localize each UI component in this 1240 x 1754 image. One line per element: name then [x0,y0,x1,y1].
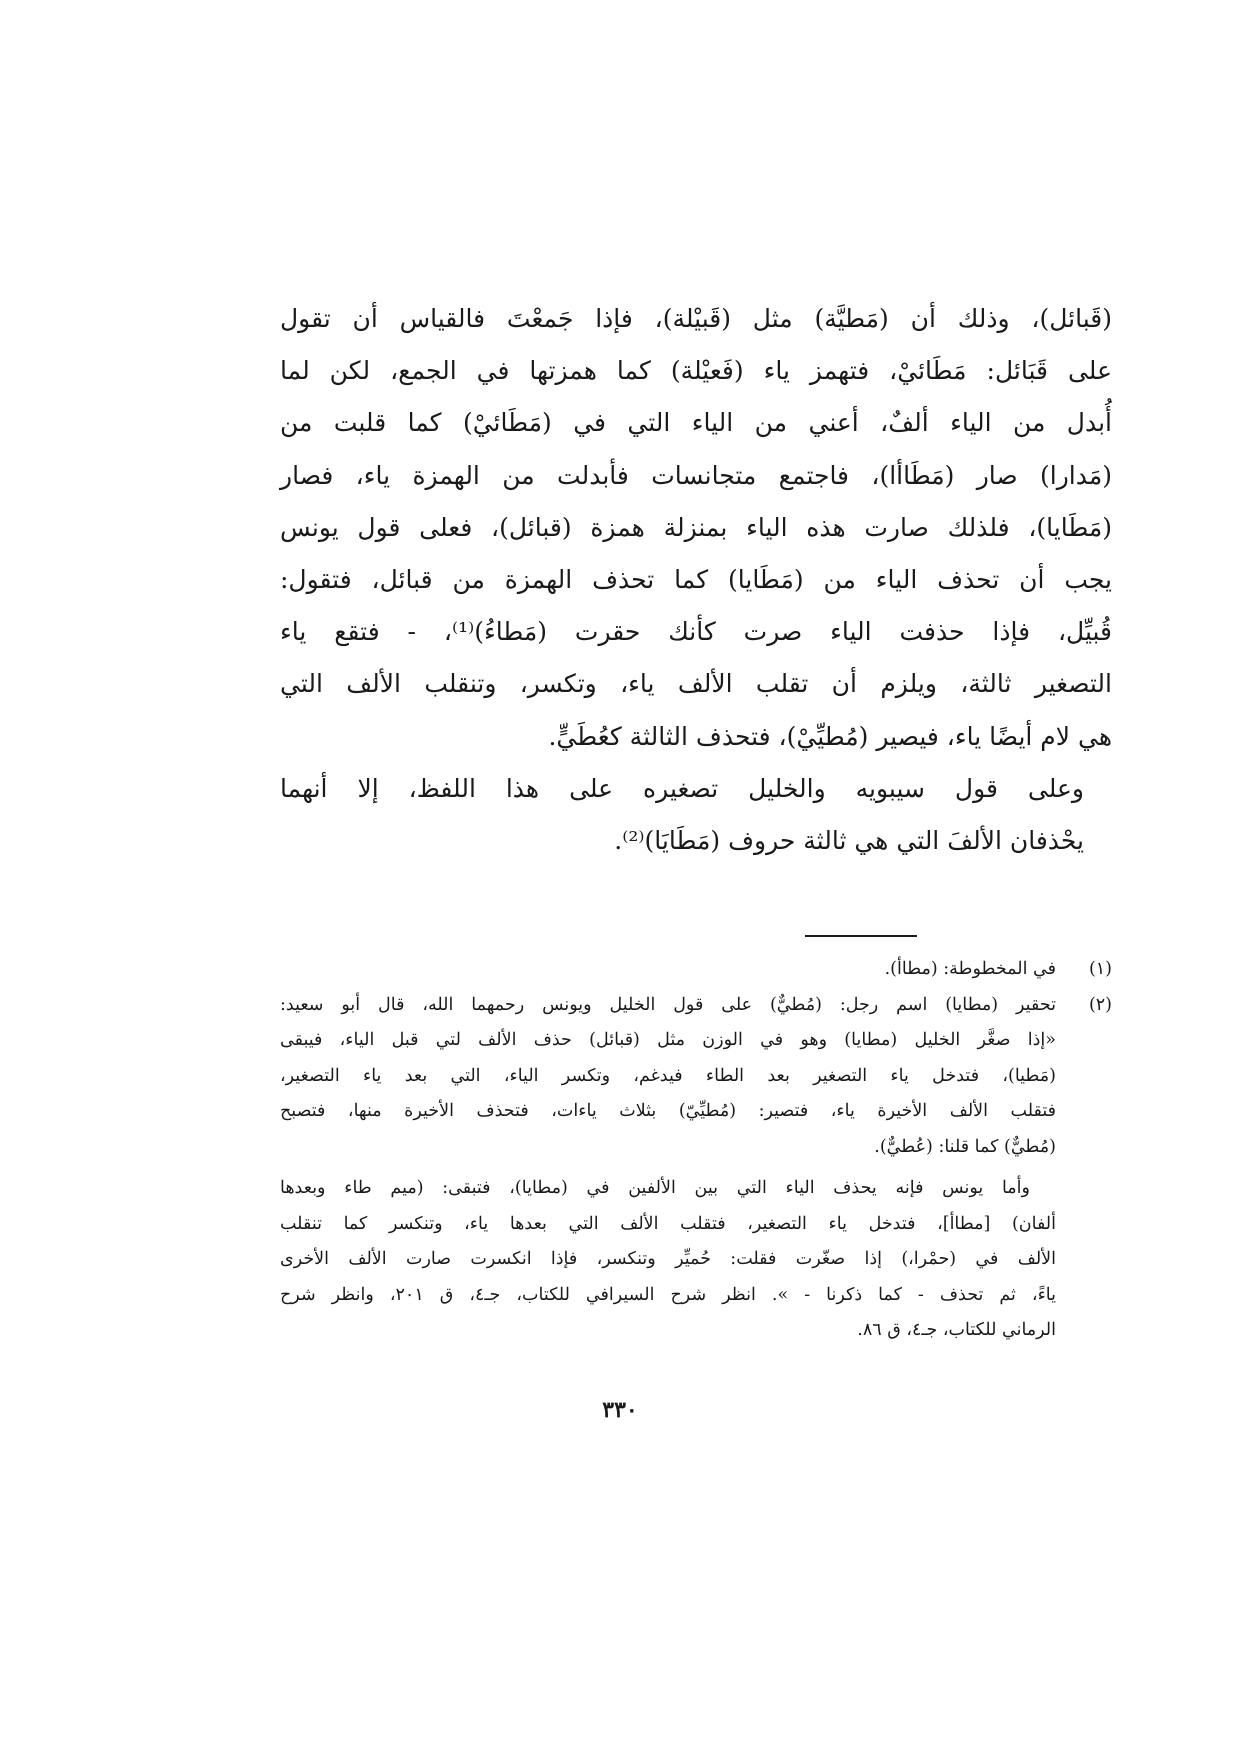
paragraph-1 [280,293,1112,763]
footnote-line: فتقلب الألف الأخيرة ياء، فتصير: (مُطيِّيّ) بثلاث ياءات، فتحذف الأخيرة منها، فتصبح [280,1101,1056,1121]
footnote-line: ألفان) [مطاأ]، فتدخل ياء التصغير، فتقلب الألف التي بعدها ياء، وتنكسر كما تنقلب [280,1213,1056,1234]
footnote-line: في المخطوطة: (مطاأ). [884,959,1056,979]
footnote-1 [280,952,1112,988]
text-line: يحْذفان الألفَ التي هي ثالثة حروف (مَطَايَا)⁽²⁾. [614,826,1084,856]
text-line: التصغير ثالثة، ويلزم أن تقلب الألف ياء، وتكسر، وتنقلب الألف التي [280,669,1112,699]
text-line: (مَطَايا)، فلذلك صارت هذه الياء بمنزلة همزة (قبائل)، فعلى قول يونس [280,512,1112,542]
page-number: ٣٣٠ [602,1397,638,1423]
footnote-line: «إذا صغَّر الخليل (مطايا) وهو في الوزن مثل (قبائل) حذف الألف لتي قبل الياء، فيبقى [280,1030,1056,1050]
footnote-line: الرماني للكتاب، جـ٤، ق ٨٦. [857,1320,1056,1340]
footnote-separator [805,935,917,937]
text-line: يجب أن تحذف الياء من (مَطَايا) كما تحذف الهمزة من قبائل، فتقول: [280,565,1112,595]
footnote-line: تحقير (مطايا) اسم رجل: (مُطيٌّ) على قول الخليل ويونس رحمهما الله، قال أبو سعيد: [280,994,1056,1015]
text-line: (قَبائل)، وذلك أن (مَطيَّة) مثل (قَبيْلة)، فإذا جَمعْتَ فالقياس أن تقول [280,304,1112,333]
footnote-2-paragraph-2 [280,1171,1056,1349]
footnote-number: (١) [1088,959,1112,979]
footnote-number: (٢) [1088,994,1112,1015]
text-line: (مَدارا) صار (مَطَاأا)، فاجتمع متجانسات فأبدلت من الهمزة ياء، فصار [280,460,1112,490]
footnote-2 [280,988,1112,1349]
main-text-body [280,293,1112,867]
text-line: وعلى قول سيبويه والخليل تصغيره على هذا اللفظ، إلا أنهما [280,773,1084,803]
footnote-line: (مُطيٌّ) كما قلنا: (عُطيٌّ). [874,1136,1056,1157]
text-line: على قَبَائل: مَطَائيْ، فتهمز ياء (فَعيْلة) كما همزتها في الجمع، لكن لما [280,356,1112,386]
footnote-line: الألف في (حمْرا،) إذا صغّرت فقلت: حُميِّر وتنكسر، فإذا انكسرت صارت الألف الأخرى [280,1249,1056,1269]
footnote-line: ياءً، ثم تحذف - كما ذكرنا - ». انظر شرح السيرافي للكتاب، جـ٤، ق ٢٠١، وانظر شرح [280,1284,1057,1305]
text-line: قُبيِّل، فإذا حذفت الياء صرت كأنك حقرت (مَطاءُ)⁽¹⁾، - فتقع ياء [280,617,1112,647]
footnotes-section [280,952,1112,1349]
text-line: أُبدل من الياء ألفٌ، أعني من الياء التي في (مَطَائيْ) كما قلبت من [280,408,1112,438]
paragraph-2 [280,763,1112,867]
footnote-line: (مَطيا)، فتدخل ياء التصغير بعد الطاء فيدغم، وتكسر الياء، التي بعد ياء التصغير، [280,1065,1056,1086]
footnote-line: وأما يونس فإنه يحذف الياء التي بين الألفين في (مطايا)، فتبقى: (ميم طاء وبعدها [280,1178,1030,1198]
text-line: هي لام أيضًا ياء، فيصير (مُطيِّيْ)، فتحذف الثالثة كعُطَيٍّ. [548,721,1112,751]
